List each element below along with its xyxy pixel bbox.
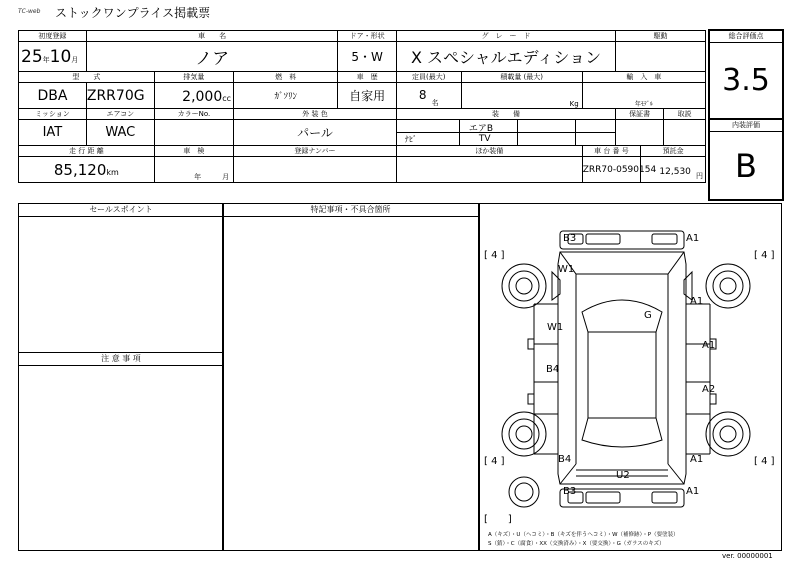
tire-bracket-bottom-right: [ 4 ]	[754, 456, 775, 467]
manual-value	[664, 120, 706, 146]
tire-rear-right	[706, 412, 750, 456]
exterior-label: 外 装 色	[234, 109, 397, 120]
interior-score-label: 内装評価	[710, 120, 782, 132]
door-label: ドア・形状	[338, 31, 396, 42]
other-equip-label: ほか装備	[396, 146, 582, 157]
exterior-color: パール	[234, 120, 397, 146]
color-no	[154, 120, 233, 146]
model-label: 型 式	[19, 72, 155, 83]
notes-panel	[222, 203, 479, 551]
capacity: 8 $_名$	[396, 83, 461, 109]
inspection: 年 月	[154, 157, 233, 183]
tire-front-right	[706, 264, 750, 308]
plate-number	[234, 157, 397, 183]
damage-code-w1-front: W1	[558, 264, 575, 275]
equip-navi: ﾅﾋﾞ	[404, 135, 417, 144]
first-reg-value: 25年10月	[19, 42, 87, 72]
damage-legend-line-1: A（キズ）・U（ヘコミ）・B（キズを伴うヘコミ）・W（補修跡）・P（要塗装）	[488, 532, 679, 538]
model-code: ZRR70G	[86, 83, 154, 109]
drive-label: 駆動	[616, 31, 706, 42]
history-label: 車 歴	[338, 72, 396, 83]
damage-code-u2-rear: U2	[616, 470, 630, 481]
damage-code-g-roof: G	[644, 310, 652, 321]
import-label: 輸 入 車	[582, 72, 705, 83]
spare-bracket: [ ]	[484, 514, 512, 525]
tire-bracket-top-left: [ 4 ]	[484, 250, 505, 261]
caution-label: 注 意 事 項	[19, 353, 223, 366]
version-label: ver. 00000001	[722, 552, 773, 560]
chassis-number: ZRR70-0590154	[582, 157, 640, 183]
damage-code-b4-left: B4	[546, 364, 560, 375]
other-equipment	[396, 157, 582, 183]
mission: IAT	[19, 120, 87, 146]
warranty-value	[616, 120, 664, 146]
history: 自家用	[338, 83, 396, 109]
damage-code-a1-top: A1	[686, 233, 700, 244]
drive-value	[616, 42, 706, 72]
grade-label: グ レ ー ド	[396, 31, 615, 42]
color-no-label: カラーNo.	[154, 109, 233, 120]
car-body-outline	[558, 252, 686, 484]
damage-legend-line-2: S（錆）・C（腐食）・XX（交換済み）・X（要交換）・G（ガラスのキズ）	[488, 541, 665, 547]
interior-score: B	[735, 147, 757, 185]
equip-tv: TV	[478, 134, 491, 144]
damage-code-a1-mid-right: A1	[702, 340, 716, 351]
caution-panel	[18, 352, 224, 551]
manual-label: 取説	[664, 109, 706, 120]
load: Kg	[461, 83, 582, 109]
deposit: 12,530 $_円$	[641, 157, 706, 183]
sales-points-label: セールスポイント	[19, 204, 223, 217]
score-box	[708, 29, 784, 201]
tire-front-left	[502, 264, 546, 308]
damage-code-b3-bottom: B3	[563, 486, 577, 497]
damage-code-a1-rear: A1	[690, 454, 704, 465]
mileage-label: 走 行 距 離	[19, 146, 155, 157]
damage-code-a1-bottom: A1	[686, 486, 700, 497]
warranty-label: 保証書	[616, 109, 664, 120]
damage-code-b3-top: B3	[563, 233, 577, 244]
load-label: 積載量 (最大)	[461, 72, 582, 83]
damage-code-b4-rear: B4	[558, 454, 572, 465]
displacement: 2,000cc	[154, 83, 233, 109]
aircon-label: エアコン	[86, 109, 154, 120]
total-score-label: 総合評価点	[710, 31, 782, 43]
vehicle-info-table	[18, 30, 706, 183]
damage-code-a2-right: A2	[702, 384, 716, 395]
first-reg-label: 初度登録	[19, 31, 87, 42]
tire-rear-left	[502, 412, 546, 456]
damage-code-a1-front-right: A1	[690, 296, 704, 307]
aircon: WAC	[86, 120, 154, 146]
tire-bracket-bottom-left: [ 4 ]	[484, 456, 505, 467]
door-type: 5・W	[338, 42, 396, 72]
sales-points-panel	[18, 203, 224, 353]
car-name-label: 車 名	[86, 31, 338, 42]
damage-diagram-panel	[479, 203, 782, 551]
fuel: ｶﾞｿﾘﾝ	[234, 83, 338, 109]
inspection-label: 車 検	[154, 146, 233, 157]
fuel-label: 燃 料	[234, 72, 338, 83]
deposit-label: 預託金	[641, 146, 706, 157]
page-title: ストックワンプライス掲載票	[55, 6, 211, 20]
equipment	[396, 120, 615, 146]
car-name: ノア	[86, 42, 338, 72]
model-prefix: DBA	[19, 83, 87, 109]
notes-label: 特記事項・不具合箇所	[223, 204, 478, 217]
logo: TC-web	[18, 8, 41, 15]
car-diagram-svg	[480, 204, 781, 550]
equip-label: 装 備	[396, 109, 615, 120]
mileage: 85,120km	[19, 157, 155, 183]
mission-label: ミッション	[19, 109, 87, 120]
tire-bracket-top-right: [ 4 ]	[754, 250, 775, 261]
import-year: 年ﾓﾃﾞﾙ	[582, 83, 705, 109]
grade: X スペシャルエディション	[396, 42, 615, 72]
equip-airbag: エアB	[468, 124, 494, 134]
total-score: 3.5	[710, 43, 782, 120]
displacement-label: 排気量	[154, 72, 233, 83]
spare-tire	[509, 477, 539, 507]
capacity-label: 定員(最大)	[396, 72, 461, 83]
plate-label: 登録ナンバー	[234, 146, 397, 157]
roof-outline	[588, 332, 656, 418]
damage-code-w1-side: W1	[547, 322, 564, 333]
rear-window-outline	[582, 418, 662, 447]
chassis-label: 車 台 番 号	[582, 146, 640, 157]
